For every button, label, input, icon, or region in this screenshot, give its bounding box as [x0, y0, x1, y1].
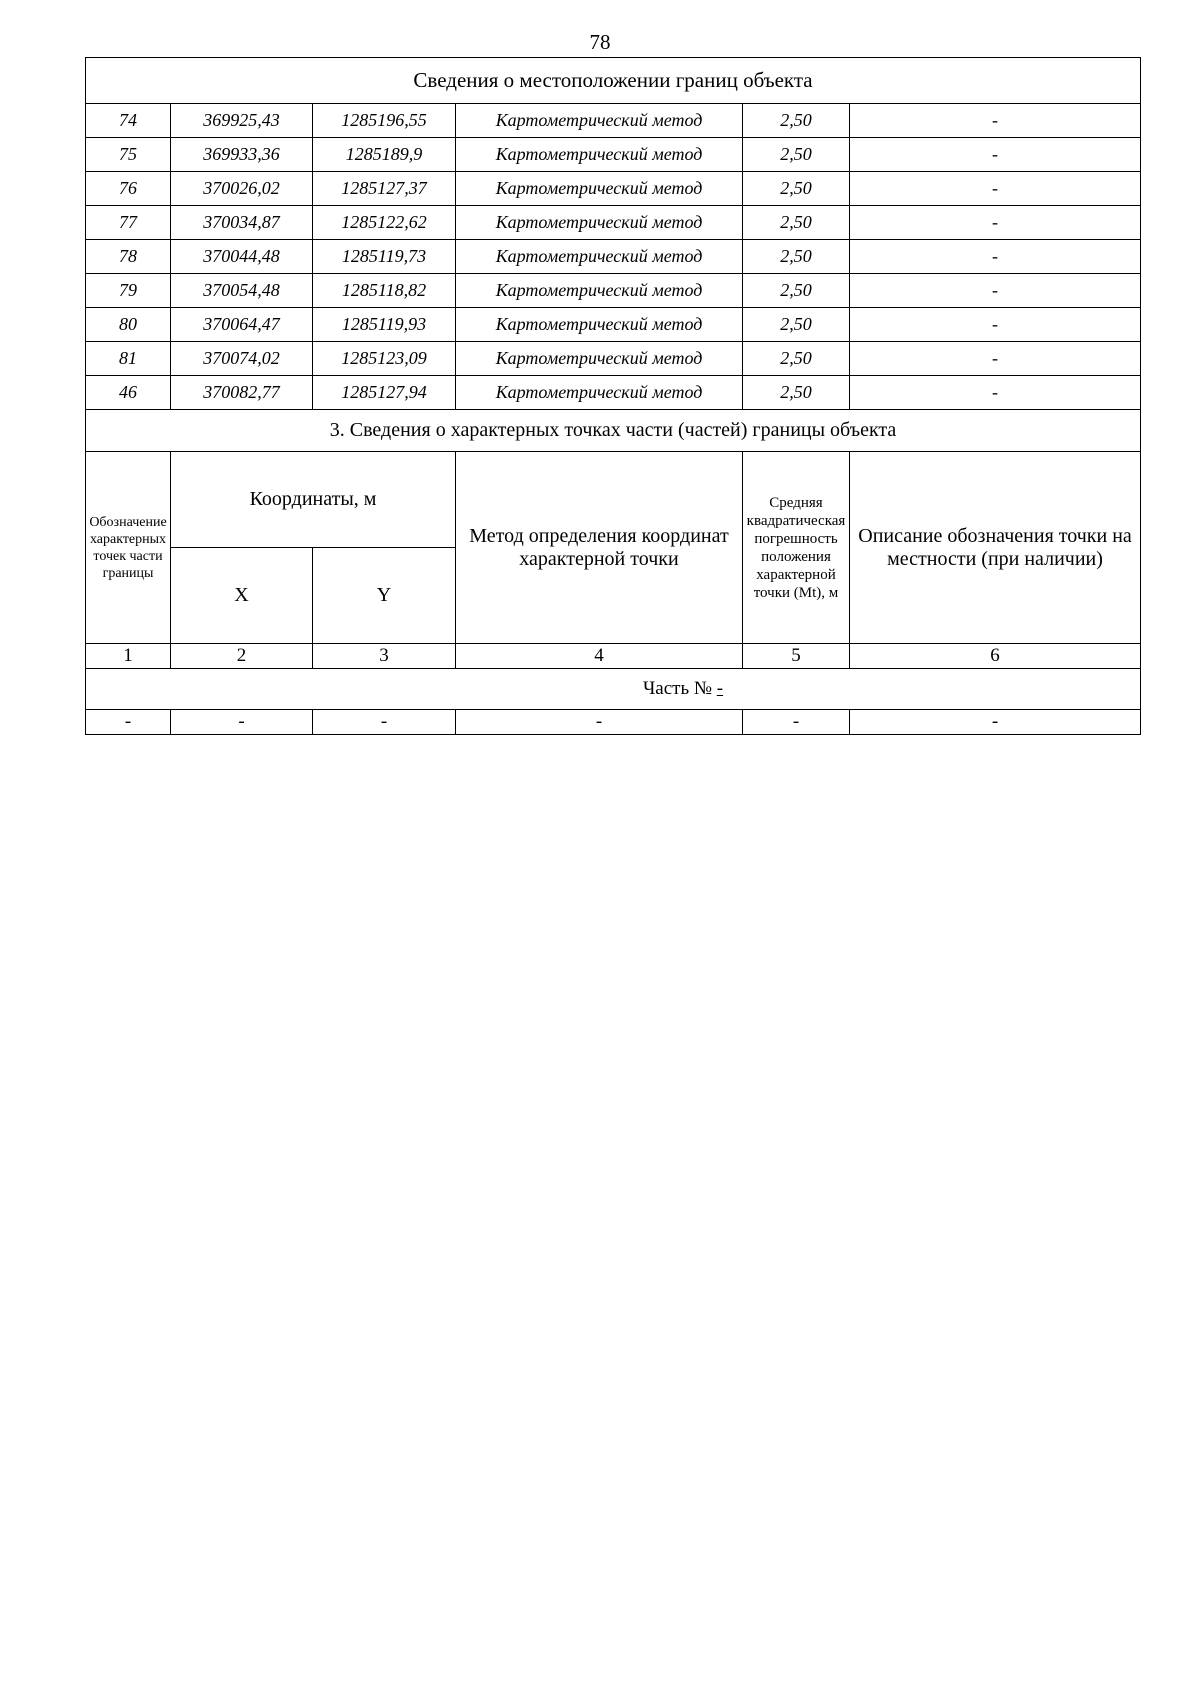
coord-x-cell: 370034,87 [171, 206, 313, 240]
table-row [86, 376, 1141, 410]
part-value: - [716, 678, 724, 699]
coord-x-cell: 370064,47 [171, 308, 313, 342]
coord-y-cell: 1285118,82 [313, 274, 456, 308]
header-method: Метод определения координат характерной точки [456, 452, 743, 644]
mean-error-cell: 2,50 [743, 104, 850, 138]
coord-x-cell: 369933,36 [171, 138, 313, 172]
description-cell: - [850, 308, 1141, 342]
table-row [86, 240, 1141, 274]
table-row [86, 172, 1141, 206]
description-cell: - [850, 342, 1141, 376]
description-cell: - [850, 104, 1141, 138]
mean-error-cell: 2,50 [743, 274, 850, 308]
method-cell: Картометрический метод [456, 206, 743, 240]
column-number: 5 [743, 644, 850, 669]
empty-part-row [86, 710, 1141, 735]
table-row [86, 206, 1141, 240]
mean-error-cell: 2,50 [743, 308, 850, 342]
mean-error-cell: 2,50 [743, 240, 850, 274]
point-number-cell: 75 [86, 138, 171, 172]
method-cell: Картометрический метод [456, 376, 743, 410]
header-mean-error: Средняя квадратическая погрешность положения характерной точки (Mt), м [743, 452, 850, 644]
method-cell: Картометрический метод [456, 104, 743, 138]
section-title: Сведения о местоположении границ объекта [86, 58, 1141, 104]
empty-cell: - [456, 710, 743, 735]
part-row [86, 669, 1141, 710]
coord-x-cell: 370054,48 [171, 274, 313, 308]
point-number-cell: 79 [86, 274, 171, 308]
description-cell: - [850, 138, 1141, 172]
table-row [86, 104, 1141, 138]
method-cell: Картометрический метод [456, 308, 743, 342]
table-row [86, 342, 1141, 376]
mean-error-cell: 2,50 [743, 138, 850, 172]
coord-x-cell: 370044,48 [171, 240, 313, 274]
part-label: Часть № [642, 678, 713, 699]
point-number-cell: 77 [86, 206, 171, 240]
description-cell: - [850, 376, 1141, 410]
coord-y-cell: 1285189,9 [313, 138, 456, 172]
point-number-cell: 74 [86, 104, 171, 138]
empty-cell: - [86, 710, 171, 735]
coord-y-cell: 1285119,93 [313, 308, 456, 342]
header-point-designation: Обозначение характерных точек части границы [86, 452, 171, 644]
header-y: Y [313, 548, 456, 644]
empty-cell: - [313, 710, 456, 735]
header-coordinates: Координаты, м [171, 452, 456, 548]
point-number-cell: 46 [86, 376, 171, 410]
method-cell: Картометрический метод [456, 172, 743, 206]
coord-y-cell: 1285123,09 [313, 342, 456, 376]
section3-title-row [86, 410, 1141, 452]
description-cell: - [850, 172, 1141, 206]
method-cell: Картометрический метод [456, 138, 743, 172]
header-row-top [86, 452, 1141, 548]
coord-x-cell: 370082,77 [171, 376, 313, 410]
empty-cell: - [743, 710, 850, 735]
header-x: X [171, 548, 313, 644]
coord-y-cell: 1285119,73 [313, 240, 456, 274]
mean-error-cell: 2,50 [743, 172, 850, 206]
method-cell: Картометрический метод [456, 240, 743, 274]
point-number-cell: 78 [86, 240, 171, 274]
table-row [86, 138, 1141, 172]
coord-y-cell: 1285196,55 [313, 104, 456, 138]
section-title-row [86, 58, 1141, 104]
description-cell: - [850, 240, 1141, 274]
column-number: 3 [313, 644, 456, 669]
description-cell: - [850, 206, 1141, 240]
point-number-cell: 76 [86, 172, 171, 206]
mean-error-cell: 2,50 [743, 376, 850, 410]
method-cell: Картометрический метод [456, 274, 743, 308]
table-row [86, 274, 1141, 308]
column-number: 6 [850, 644, 1141, 669]
page-number: 78 [589, 30, 611, 54]
boundary-table [85, 57, 1141, 735]
column-number: 1 [86, 644, 171, 669]
table-body [86, 58, 1141, 735]
point-number-cell: 80 [86, 308, 171, 342]
column-number: 4 [456, 644, 743, 669]
header-description: Описание обозначения точки на местности (при наличии) [850, 452, 1141, 644]
coord-x-cell: 370074,02 [171, 342, 313, 376]
part-cell [86, 669, 1141, 710]
empty-cell: - [850, 710, 1141, 735]
coord-y-cell: 1285122,62 [313, 206, 456, 240]
description-cell: - [850, 274, 1141, 308]
method-cell: Картометрический метод [456, 342, 743, 376]
column-number: 2 [171, 644, 313, 669]
point-number-cell: 81 [86, 342, 171, 376]
coord-y-cell: 1285127,37 [313, 172, 456, 206]
mean-error-cell: 2,50 [743, 206, 850, 240]
column-numbers-row [86, 644, 1141, 669]
coord-x-cell: 370026,02 [171, 172, 313, 206]
table-row [86, 308, 1141, 342]
section3-title: 3. Сведения о характерных точках части (частей) границы объекта [86, 410, 1141, 452]
empty-cell: - [171, 710, 313, 735]
mean-error-cell: 2,50 [743, 342, 850, 376]
coord-y-cell: 1285127,94 [313, 376, 456, 410]
coord-x-cell: 369925,43 [171, 104, 313, 138]
